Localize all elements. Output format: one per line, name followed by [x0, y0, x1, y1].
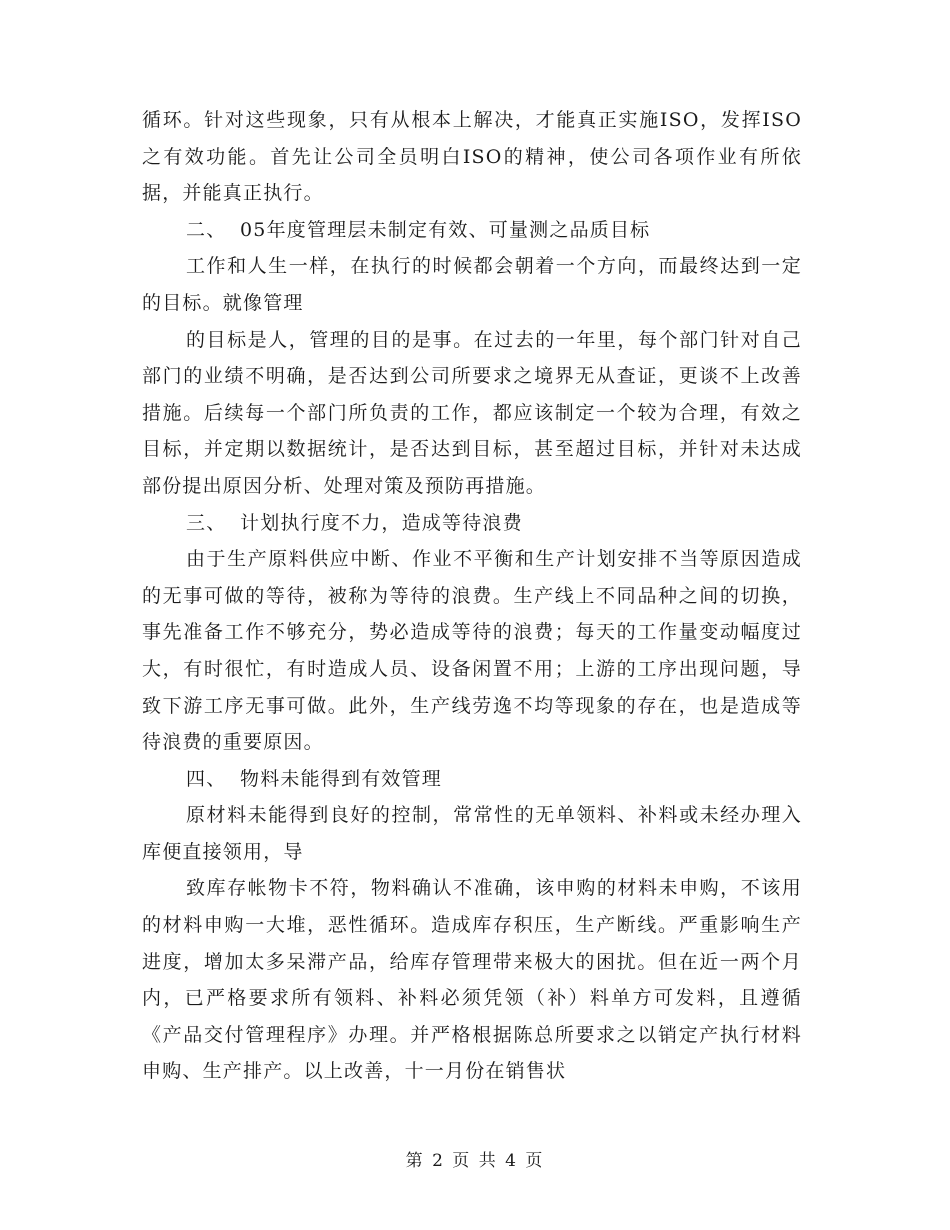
- paragraph: 致库存帐物卡不符，物料确认不准确，该申购的材料未申购，不该用的材料申购一大堆，恶性循环。造成库存积压，生产断线。严重影响生产进度，增加太多呆滞产品，给库存管理带来极大的困扰。但在近一两个月内，已严格要求所有领料、补料必须凭领（补）料单方可发料，且遵循《产品交付管理程序》办理。并严格根据陈总所要求之以销定产执行材料申购、生产排产。以上改善，十一月份在销售状: [142, 877, 802, 1083]
- section-title: 计划执行度不力，造成等待浪费: [240, 511, 523, 534]
- paragraph: 原材料未能得到良好的控制，常常性的无单领料、补料或未经办理入库便直接领用，导: [142, 804, 802, 863]
- page-footer: 第 2 页 共 4 页: [405, 1151, 545, 1171]
- section-heading-4: [142, 761, 802, 798]
- paragraph: 由于生产原料供应中断、作业不平衡和生产计划安排不当等原因造成的无事可做的等待，被称为等待的浪费。生产线上不同品种之间的切换，事先准备工作不够充分，势必造成等待的浪费；每天的工作量变动幅度过大，有时很忙，有时造成人员、设备闲置不用；上游的工序出现问题，导致下游工序无事可做。此外，生产线劳逸不均等现象的存在，也是造成等待浪费的重要原因。: [142, 548, 802, 754]
- section-title: 05年度管理层未制定有效、可量测之品质目标: [240, 218, 651, 241]
- paragraph: 工作和人生一样，在执行的时候都会朝着一个方向，而最终达到一定的目标。就像管理: [142, 255, 802, 314]
- section-heading-2: [142, 212, 802, 249]
- section-heading-3: [142, 505, 802, 542]
- document-body: [142, 102, 802, 1090]
- paragraph: 的目标是人，管理的目的是事。在过去的一年里，每个部门针对自己部门的业绩不明确，是否达到公司所要求之境界无从查证，更谈不上改善措施。后续每一个部门所负责的工作，都应该制定一个较为合理，有效之目标，并定期以数据统计，是否达到目标，甚至超过目标，并针对未达成部份提出原因分析、处理对策及预防再措施。: [142, 328, 802, 497]
- section-number: 二、: [186, 218, 227, 241]
- section-number: 四、: [186, 767, 227, 790]
- paragraph: 循环。针对这些现象，只有从根本上解决，才能真正实施ISO，发挥ISO之有效功能。首先让公司全员明白ISO的精神，使公司各项作业有所依据，并能真正执行。: [142, 109, 802, 205]
- section-number: 三、: [186, 511, 227, 534]
- section-title: 物料未能得到有效管理: [240, 767, 443, 790]
